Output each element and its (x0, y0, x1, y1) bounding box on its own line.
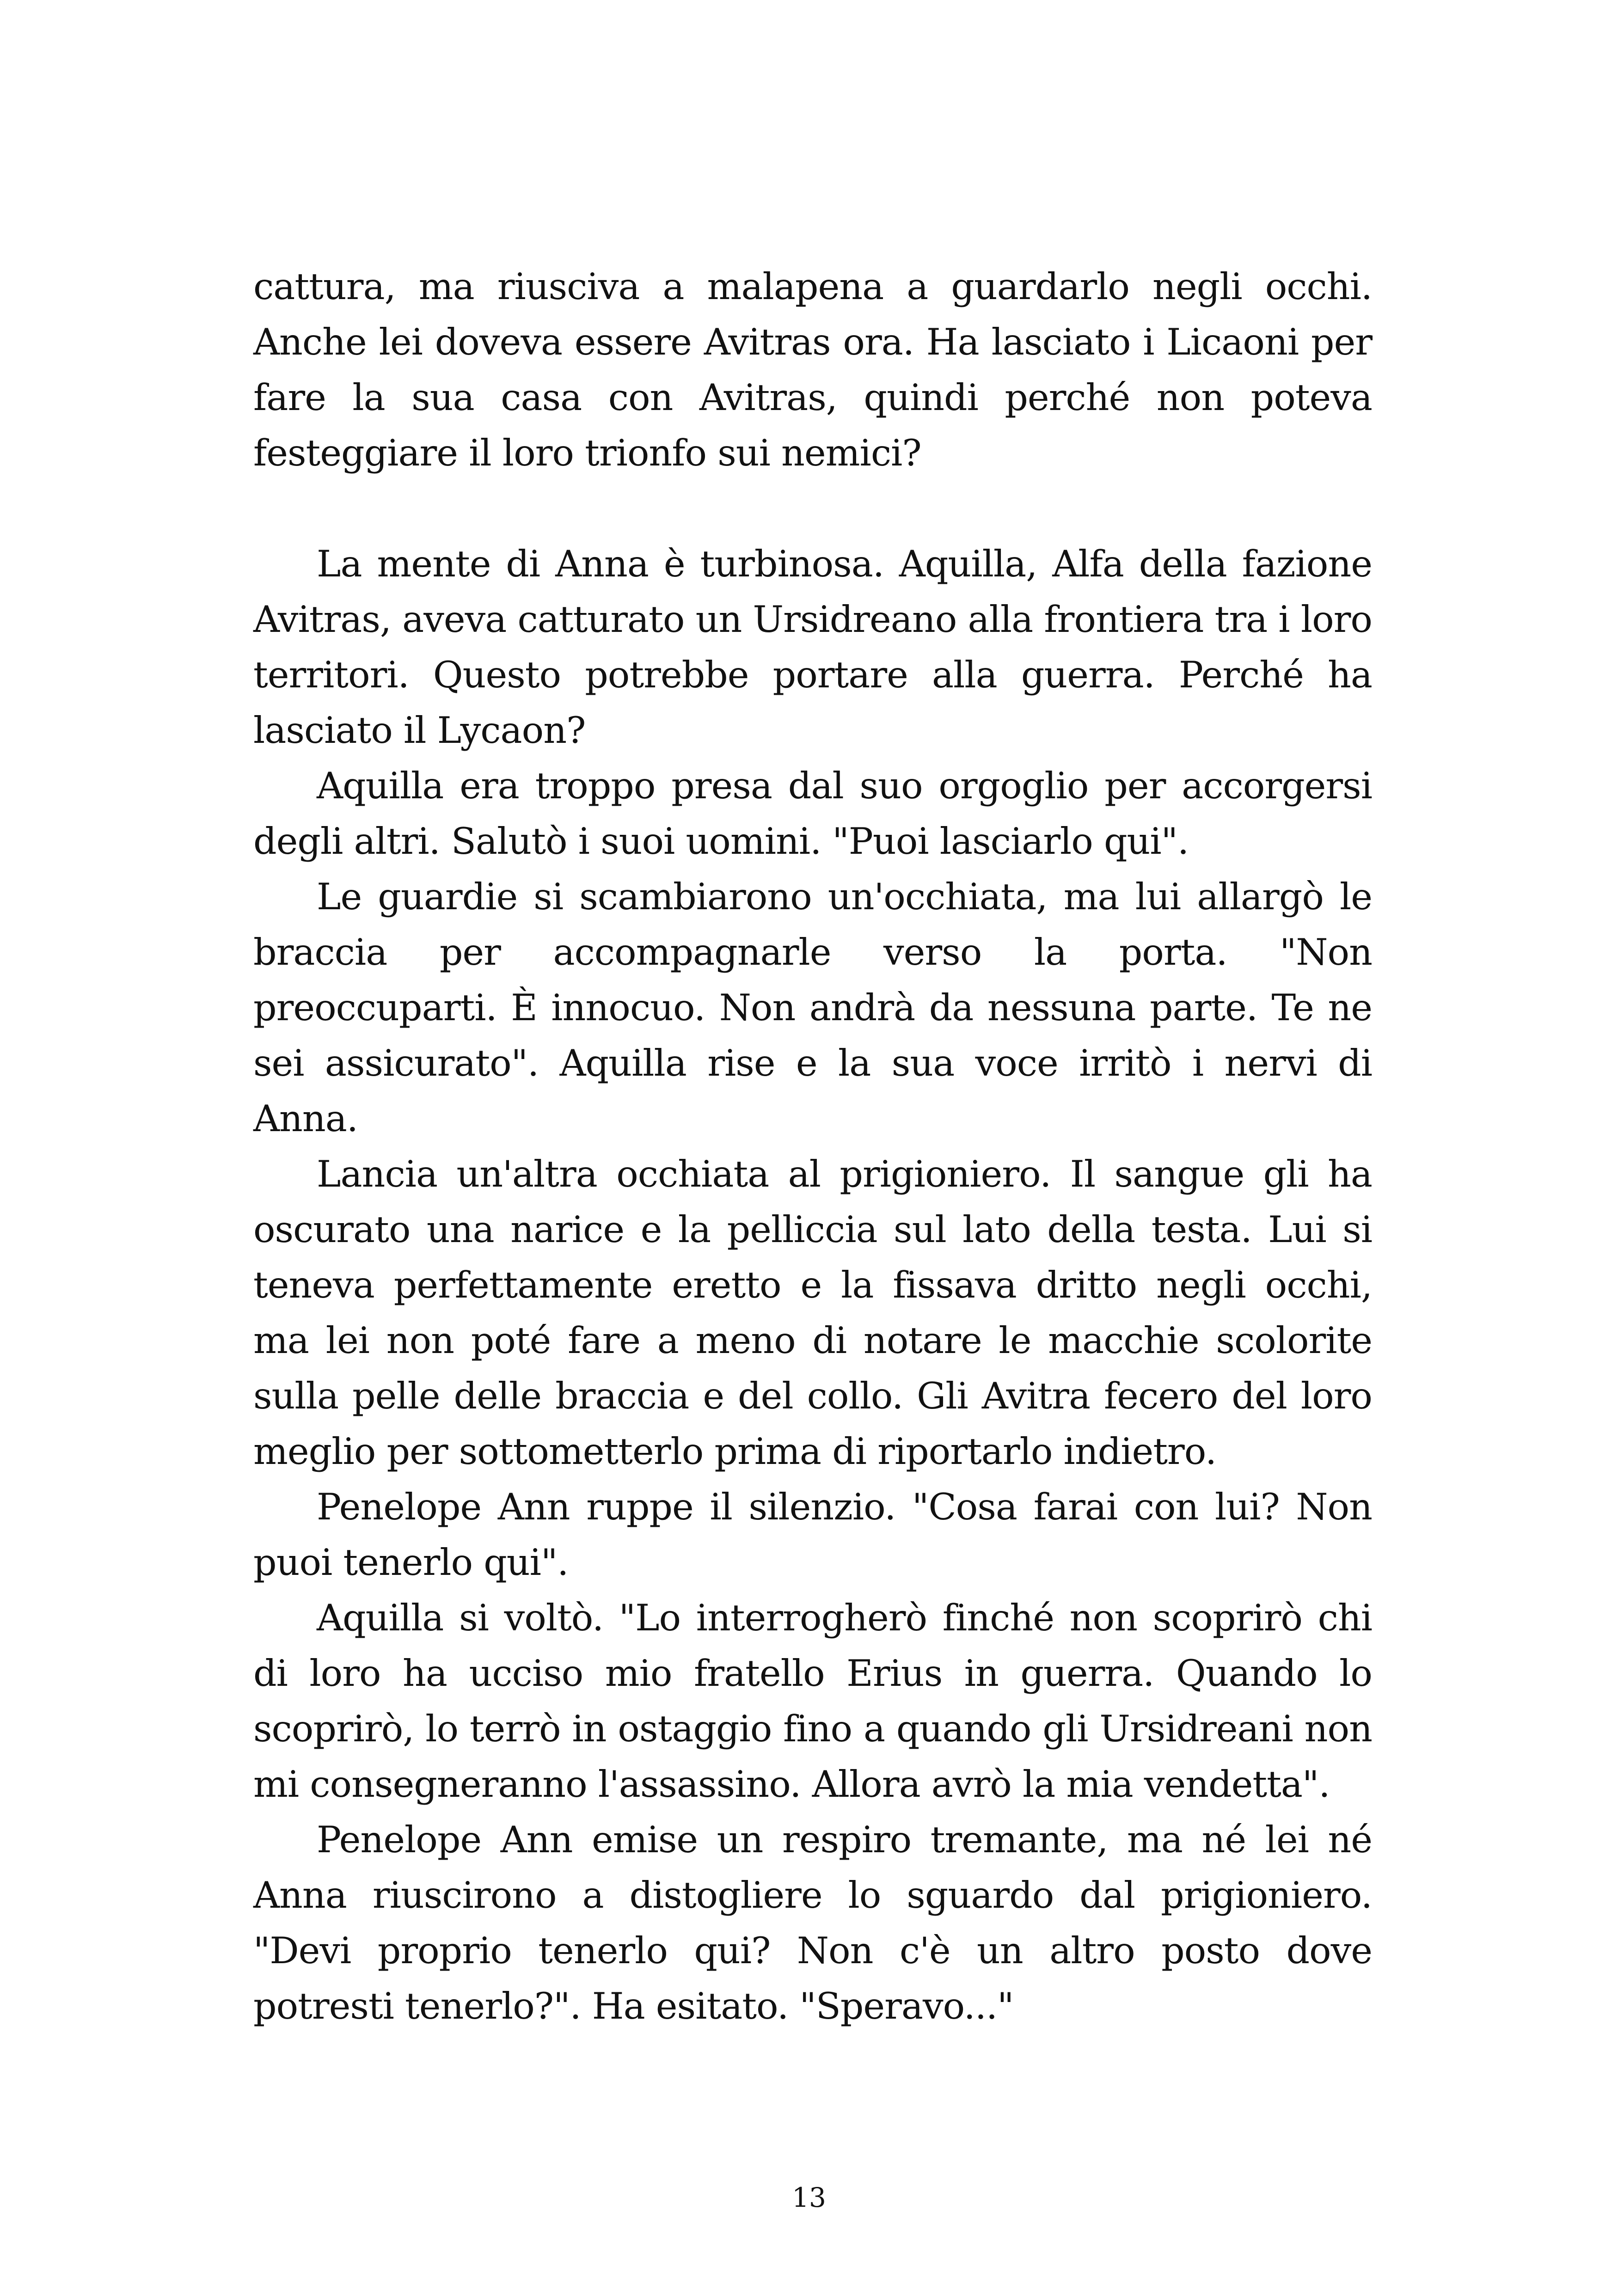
paragraph: Lancia un'altra occhiata al prigioniero. Il sangue gli ha oscurato una narice e la pelliccia sul lato della testa. Lui si teneva perfettamente eretto e la fissava dritto negli occhi, ma lei non poté fare a meno di notare le macchie scolorite sulla pelle delle braccia e del collo. Gli Avitra fecero del loro meglio per sottometterlo prima di riportarlo indietro. (253, 1153, 1372, 1473)
paragraph: Penelope Ann emise un respiro tremante, ma né lei né Anna riuscirono a distogliere lo sguardo dal prigioniero. "Devi proprio tenerlo qui? Non c'è un altro posto dove potresti tenerlo?". Ha esitato. "Speravo..." (253, 1818, 1372, 2027)
paragraph: Aquilla era troppo presa dal suo orgoglio per accorgersi degli altri. Salutò i suoi uomini. "Puoi lasciarlo qui". (253, 765, 1372, 863)
opening-text-block (253, 259, 1372, 481)
main-text-block (253, 536, 1372, 2034)
paragraph-continuation: cattura, ma riusciva a malapena a guardarlo negli occhi. Anche lei doveva essere Avitras ora. Ha lasciato i Licaoni per fare la sua casa con Avitras, quindi perché non poteva festeggiare il loro trionfo sui nemici? (253, 265, 1372, 474)
paragraph: Le guardie si scambiarono un'occhiata, ma lui allargò le braccia per accompagnarle verso la porta. "Non preoccuparti. È innocuo. Non andrà da nessuna parte. Te ne sei assicurato". Aquilla rise e la sua voce irritò i nervi di Anna. (253, 876, 1372, 1140)
paragraph: Aquilla si voltò. "Lo interrogherò finché non scoprirò chi di loro ha ucciso mio fratello Erius in guerra. Quando lo scoprirò, lo terrò in ostaggio fino a quando gli Ursidreani non mi consegneranno l'assassino. Allora avrò la mia vendetta". (253, 1597, 1372, 1806)
paragraph: Penelope Ann ruppe il silenzio. "Cosa farai con lui? Non puoi tenerlo qui". (253, 1486, 1372, 1584)
paragraph: La mente di Anna è turbinosa. Aquilla, Alfa della fazione Avitras, aveva catturato un Ursidreano alla frontiera tra i loro territori. Questo potrebbe portare alla guerra. Perché ha lasciato il Lycaon? (253, 543, 1372, 752)
page-number: 13 (792, 2182, 826, 2213)
